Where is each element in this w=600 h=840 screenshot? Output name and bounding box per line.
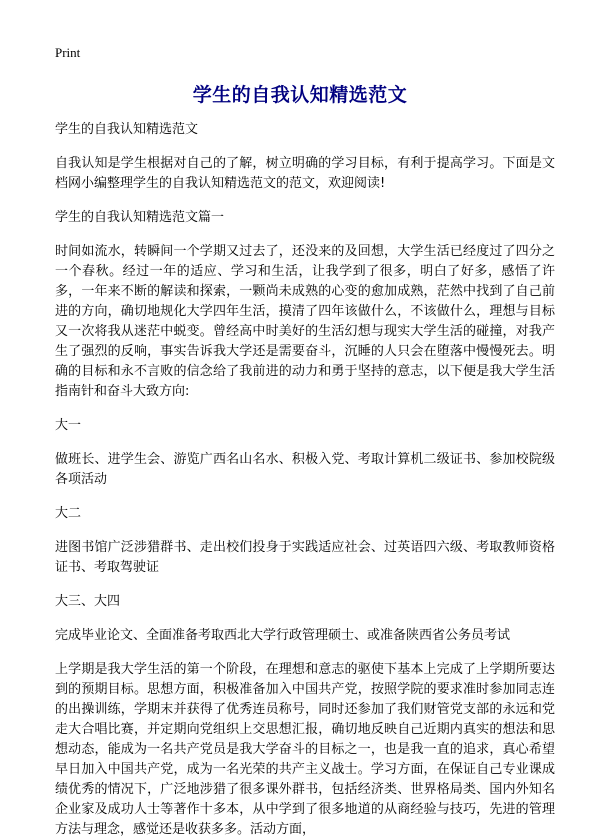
- year1-label: 大一: [55, 418, 82, 433]
- body-paragraph-1: 时间如流水，转瞬间一个学期又过去了，还没来的及回想，大学生活已经度过了四分之一个春秋。经过一年的适应、学习和生活，让我学到了很多，明白了好多，感悟了许多，一年来不断的解读和探索，一颗尚未成熟的心变的愈加成熟，茫然中找到了自己前进的方向，确切地规化大学四年生活，摸清了四年该做什么，不该做什么，理想与目标又一次将我从迷茫中蜕变。曾经高中时美好的生活幻想与现实大学生活的碰撞，对我产生了强烈的反响，事实告诉我大学还是需要奋斗，沉睡的人只会在堕落中慢慢死去。明确的目标和永不言败的信念给了我前进的动力和勇于坚持的意志，以下便是我大学生活指南针和奋斗大致方向:: [55, 244, 555, 399]
- year2-label: 大二: [55, 506, 82, 521]
- print-link[interactable]: Print: [55, 45, 81, 60]
- year34-text: 完成毕业论文、全面准备考取西北大学行政管理硕士、或准备陕西省公务员考试: [55, 628, 511, 643]
- year34-label: 大三、大四: [55, 594, 121, 609]
- section-heading: 学生的自我认知精选范文篇一: [55, 210, 225, 225]
- year1-text: 做班长、进学生会、游览广西名山名水、积极入党、考取计算机二级证书、参加校院级各项活动: [55, 452, 555, 487]
- year2-text: 进图书馆广泛涉猎群书、走出校们投身于实践适应社会、过英语四六级、考取教师资格证书、考取驾驶证: [55, 540, 555, 575]
- article-body: [55, 120, 555, 840]
- body-paragraph-last: 上学期是我大学生活的第一个阶段，在理想和意志的驱使下基本上完成了上学期所要达到的预期目标。思想方面，积极准备加入中国共产党，按照学院的要求准时参加同志连的出操训练，学期末并获得了优秀连员称号，同时还参加了我们财管党支部的永远和党走大合唱比赛，并定期向党组织上交思想汇报，确切地反映自己近期内真实的想法和思想动态，能成为一名共产党员是我大学奋斗的目标之一，也是我一直的追求，真心希望早日加入中国共产党，成为一名光荣的共产主义战士。学习方面，在保证自己专业课成绩优秀的情况下，广泛地涉猎了很多课外群书，包括经济类、世界格局类、国内外知名企业家及成功人士等著作十多本，从中学到了很多地道的从商经验与技巧，先进的管理方法与理念，感觉还是收获多多。活动方面，: [55, 662, 555, 837]
- page-title: 学生的自我认知精选范文: [192, 84, 408, 106]
- article-subtitle: 学生的自我认知精选范文: [55, 122, 199, 137]
- intro-paragraph: 自我认知是学生根据对自己的了解，树立明确的学习目标，有利于提高学习。下面是文档网小编整理学生的自我认知精选范文的范文，欢迎阅读!: [55, 156, 555, 191]
